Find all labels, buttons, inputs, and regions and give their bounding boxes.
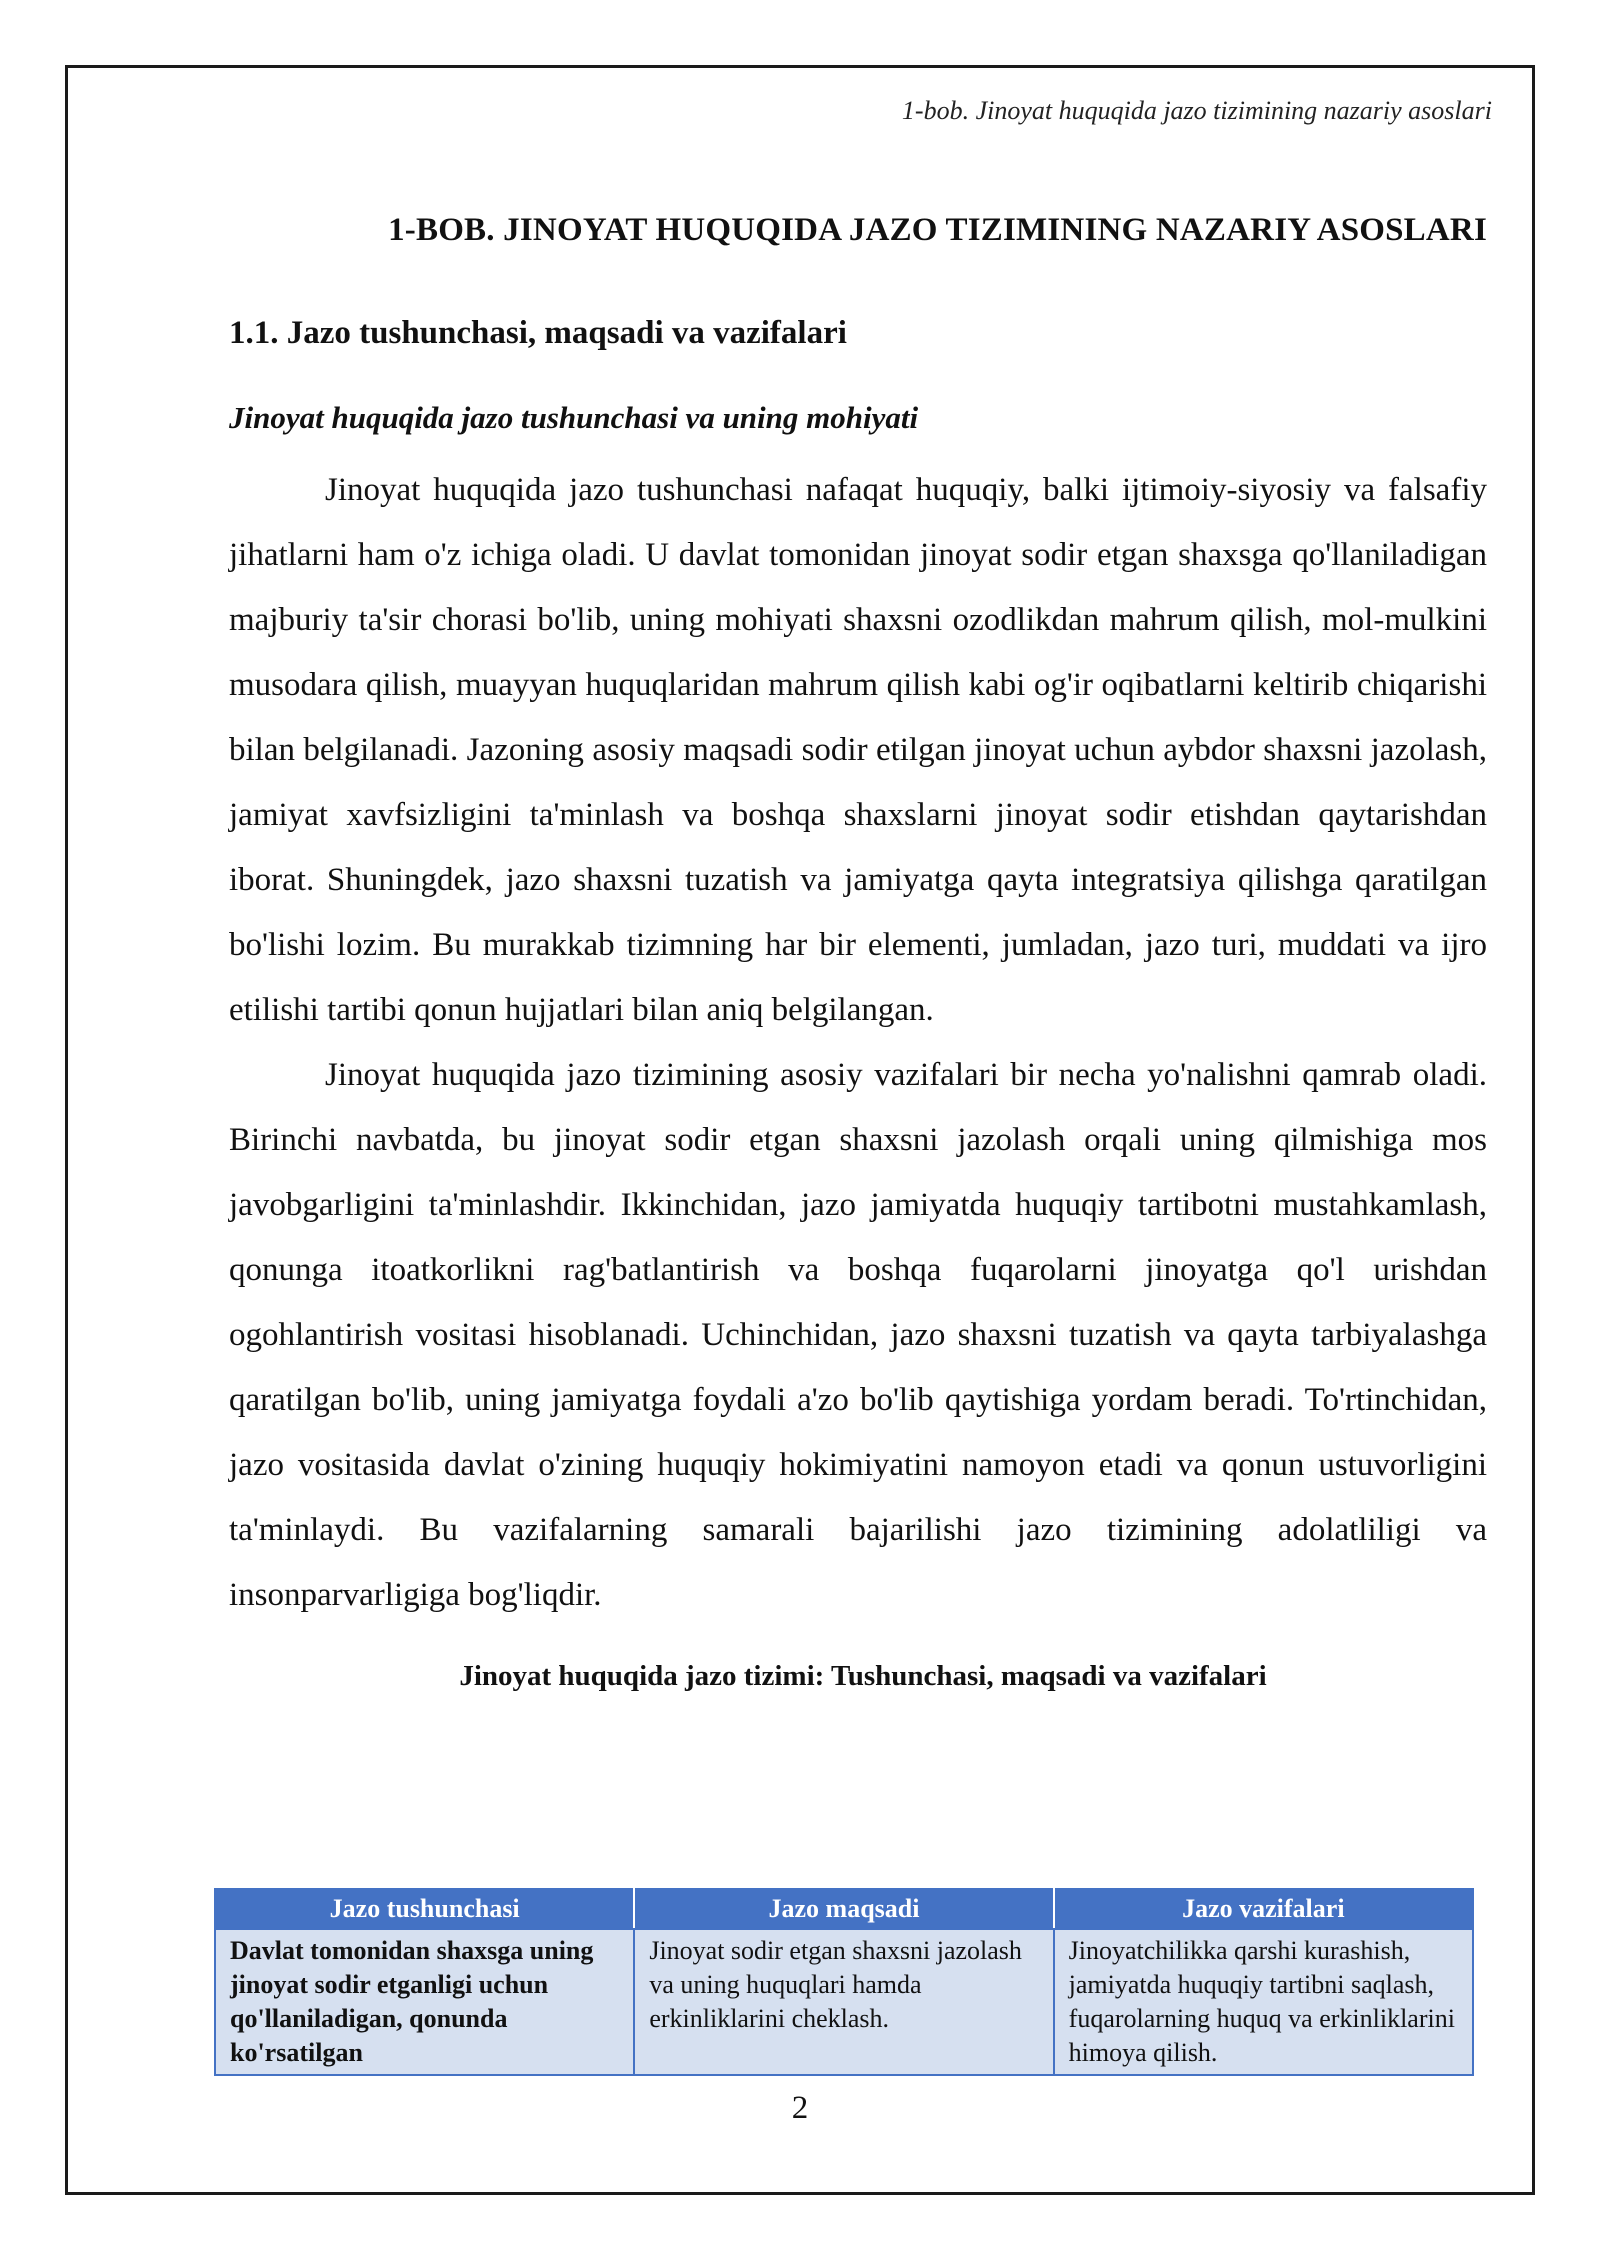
table-row xyxy=(215,1929,1473,2075)
page-number: 2 xyxy=(791,2090,809,2126)
table-cell: Jinoyatchilikka qarshi kurashish, jamiyatda huquqiy tartibni saqlash, fuqarolarning huquq va erkinliklarini himoya qilish. xyxy=(1054,1929,1473,2075)
body-text xyxy=(229,458,1487,1628)
chapter-title: 1-BOB. JINOYAT HUQUQIDA JAZO TIZIMINING NAZARIY ASOSLARI xyxy=(388,212,1487,248)
section-title: 1.1. Jazo tushunchasi, maqsadi va vazifalari xyxy=(229,315,847,351)
paragraph: Jinoyat huquqida jazo tushunchasi nafaqat huquqiy, balki ijtimoiy-siyosiy va falsafiy jihatlarni ham o'z ichiga oladi. U davlat tomonidan jinoyat sodir etgan shaxsga qo'llaniladigan majburiy ta'sir chorasi bo'lib, uning mohiyati shaxsni ozodlikdan mahrum qilish, mol-mulkini musodara qilish, muayyan huquqlaridan mahrum qilish kabi og'ir oqibatlarni keltirib chiqarishi bilan belgilanadi. Jazoning asosiy maqsadi sodir etilgan jinoyat uchun aybdor shaxsni jazolash, jamiyat xavfsizligini ta'minlash va boshqa shaxslarni jinoyat sodir etishdan qaytarishdan iborat. Shuningdek, jazo shaxsni tuzatish va jamiyatga qayta integratsiya qilishga qaratilgan bo'lishi lozim. Bu murakkab tizimning har bir elementi, jumladan, jazo turi, muddati va ijro etilishi tartibi qonun hujjatlari bilan aniq belgilangan. xyxy=(229,472,1487,1028)
table-caption: Jinoyat huquqida jazo tizimi: Tushunchasi, maqsadi va vazifalari xyxy=(459,1660,1267,1692)
paragraph: Jinoyat huquqida jazo tizimining asosiy vazifalari bir necha yo'nalishni qamrab oladi. Birinchi navbatda, bu jinoyat sodir etgan shaxsni jazolash orqali uning qilmishiga mos javobgarligini ta'minlashdir. Ikkinchidan, jazo jamiyatda huquqiy tartibotni mustahkamlash, qonunga itoatkorlikni rag'batlantirish va boshqa fuqarolarni jinoyatga qo'l urishdan ogohlantirish vositasi hisoblanadi. Uchinchidan, jazo shaxsni tuzatish va qayta tarbiyalashga qaratilgan bo'lib, uning jamiyatga foydali a'zo bo'lib qaytishiga yordam beradi. To'rtinchidan, jazo vositasida davlat o'zining huquqiy hokimiyatini namoyon etadi va qonun ustuvorligini ta'minlaydi. Bu vazifalarning samarali bajarilishi jazo tizimining adolatliligi va insonparvarligiga bog'liqdir. xyxy=(229,1057,1487,1613)
table-header-row xyxy=(215,1889,1473,1929)
subsection-title: Jinoyat huquqida jazo tushunchasi va uning mohiyati xyxy=(229,400,919,435)
table-cell: Jinoyat sodir etgan shaxsni jazolash va uning huquqlari hamda erkinliklarini cheklash. xyxy=(634,1929,1053,2075)
table-header-cell: Jazo maqsadi xyxy=(634,1889,1053,1929)
table-header-cell: Jazo tushunchasi xyxy=(215,1889,634,1929)
table-cell: Davlat tomonidan shaxsga uning jinoyat sodir etganligi uchun qo'llaniladigan, qonunda ko'rsatilgan xyxy=(215,1929,634,2075)
page-content xyxy=(229,212,1487,1693)
table-header-cell: Jazo vazifalari xyxy=(1054,1889,1473,1929)
running-header: 1-bob. Jinoyat huquqida jazo tizimining nazariy asoslari xyxy=(901,96,1492,125)
summary-table xyxy=(214,1888,1474,2076)
